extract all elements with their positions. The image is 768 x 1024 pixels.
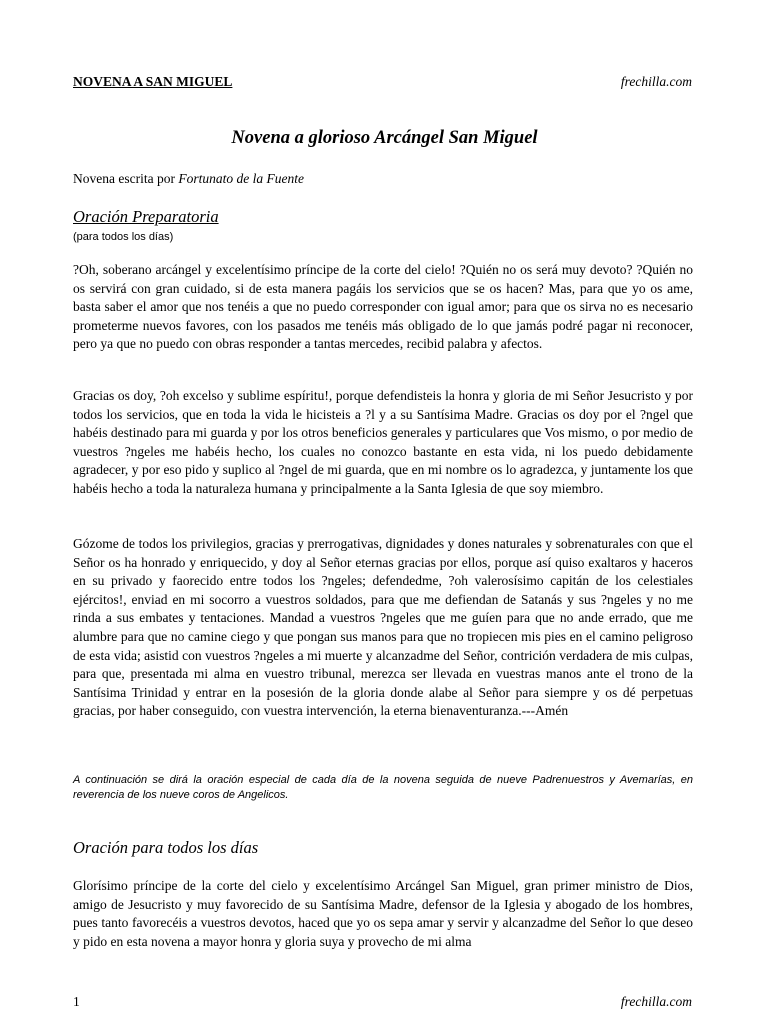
document-page xyxy=(73,0,696,1024)
section-heading-preparatoria: Oración Preparatoria xyxy=(73,207,219,226)
byline xyxy=(73,171,304,187)
byline-author: Fortunato de la Fuente xyxy=(178,171,304,186)
section-heading-todos-los-dias: Oración para todos los días xyxy=(73,838,259,857)
byline-prefix: Novena escrita por xyxy=(73,171,179,186)
paragraph-2: Gracias os doy, ?oh excelso y sublime espíritu!, porque defendisteis la honra y gloria de mi Señor Jesucristo y por todos los servicios, que en toda la vida le hicisteis a ?l y a su Santísima Madre. Gracias os doy por el ?ngel que habéis destinado para mi guarda y por los otros beneficios generales y particulares que Vos mismo, o por medio de vuestros ?ngeles me habéis hecho, los cuales no conozco bastante en esta vida, ni los puedo debidamente agradecer, y por eso pido y suplico al ?ngel de mi guarda, que en mi nombre os lo agradezca, y juntamente los que habéis hecho a toda la naturaleza humana y principalmente a la Santa Iglesia de que soy miembro. xyxy=(73,388,693,496)
paragraph-3: Gózome de todos los privilegios, gracias y prerrogativas, dignidades y dones naturales y sobrenaturales con que el Señor os ha honrado y enriquecido, y doy al Señor eternas gracias por ellos, porque así quiso exaltaros y haceros en su privado y faorecido entre todos los ?ngeles; defendedme, ?oh valerosísimo capitán de los celestiales ejércitos!, enviad en mi socorro a vuestros soldados, para que me defiendan de Satanás y sus ?ngeles y no me rinda a sus embates y tentaciones. Mandad a vuestros ?ngeles que me guíen para que no ande errado, que me alumbre para que no camine ciego y que pongan sus manos para que no tropiecen mis pies en el camino peligroso de esta vida; asistid con vuestros ?ngeles a mi muerte y alcanzadme del Señor, contrición verdadera de mis culpas, para que, presentada mi alma en vuestro tribunal, merezca ser llevada en vuestras manos ante el trono de la Santísima Trinidad y entrar en la posesión de la gloria donde alabe al Señor para siempre y os dé perpetuas gracias, por haber conseguido, con vuestra intervención, la eterna bienaventuranza.---Amén xyxy=(73,536,693,719)
page-number: 1 xyxy=(73,994,80,1009)
paragraph-4: Glorísimo príncipe de la corte del cielo y excelentísimo Arcángel San Miguel, gran primer ministro de Dios, amigo de Jesucristo y muy favorecido de su Santísima Madre, defensor de la Iglesia y abogado de los hombres, pues tanto favorecéis a vuestros devotos, haced que yo os sepa amar y servir y alcanzadme del Señor lo que deseo y pido en esta novena a mayor honra y gloria suya y provecho de mi alma xyxy=(73,878,693,949)
document-title: Novena a glorioso Arcángel San Miguel xyxy=(231,128,538,148)
section-subheading: (para todos los días) xyxy=(73,231,174,243)
paragraph-1: ?Oh, soberano arcángel y excelentísimo príncipe de la corte del cielo! ?Quién no os será muy devoto? ?Quién no os servirá con gran cuidado, si de esta manera pagáis los servicios que se os hacen? Mas, para que yo os ame, basta saber el amor que nos tenéis a que no puedo corresponder con igual amor; para que os sirva no es necesario prometerme nuevos favores, con los pasados me tenéis más obligado de lo que jamás podré pagar ni reconocer, pero ya que no puedo con obras responder a tantas mercedes, recibid palabra y afectos. xyxy=(73,262,693,352)
footer-site: frechilla.com xyxy=(620,994,692,1009)
header-title: NOVENA A SAN MIGUEL xyxy=(73,74,233,89)
header-site: frechilla.com xyxy=(620,74,692,89)
running-header xyxy=(73,74,696,94)
instruction-note: A continuación se dirá la oración especial de cada día de la novena seguida de nueve Padrenuestros y Avemarías, en reverencia de los nueve coros de Angelicos. xyxy=(73,774,693,801)
